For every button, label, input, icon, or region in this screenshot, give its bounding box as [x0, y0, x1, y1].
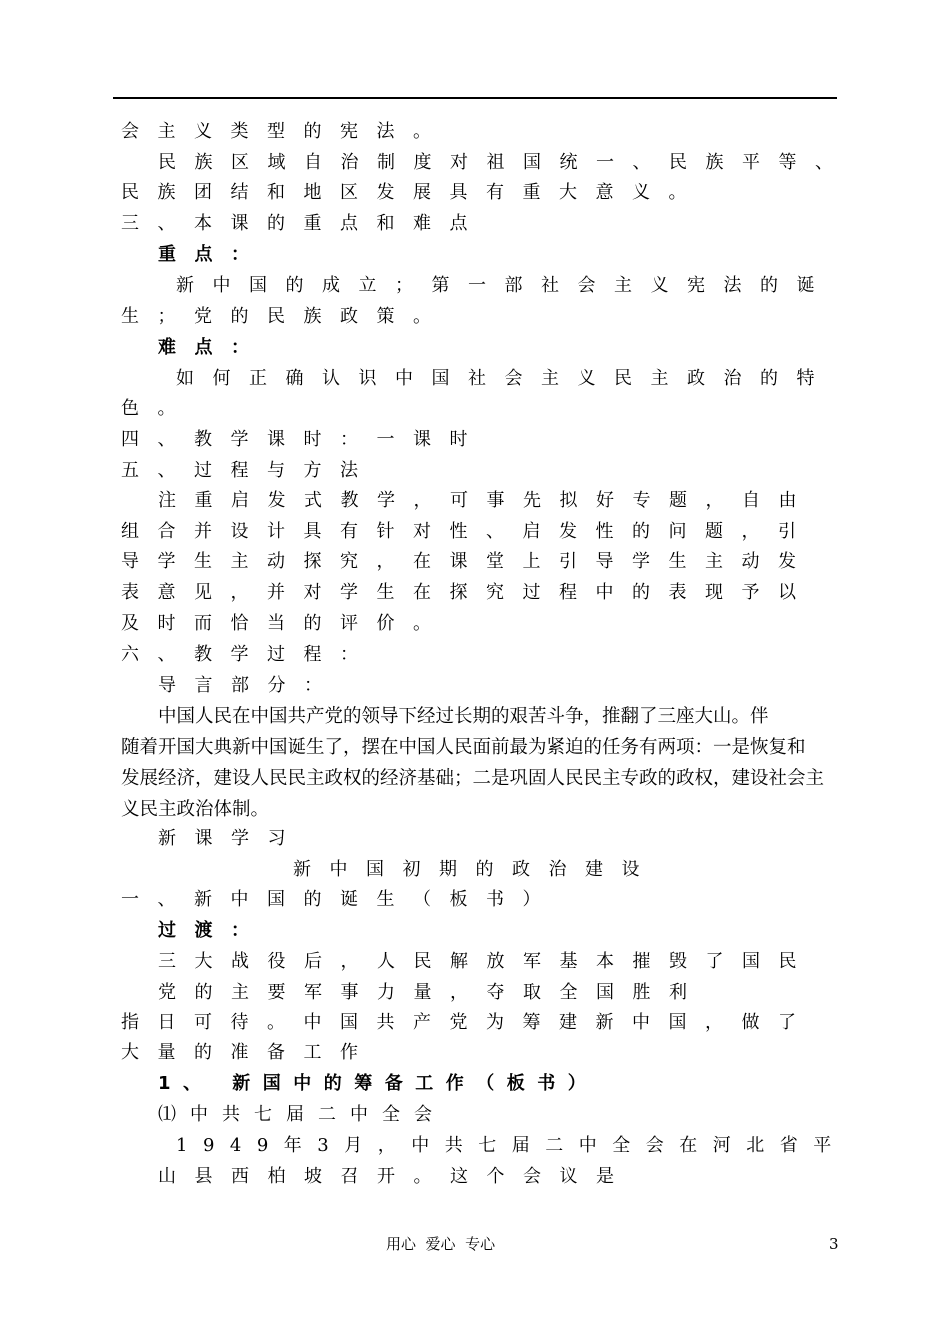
numbered-heading: 1、 新国中的筹备工作（板书） — [158, 1073, 599, 1094]
text-line: 民族团结和地区发展具有重大意义。 — [121, 182, 705, 203]
subheading-difficult-points: 难点： — [158, 337, 268, 358]
text-line: 组合并设计具有针对性、启发性的问题，引 — [121, 521, 815, 542]
text-line: 指日可待。中国共产党为筹建新中国，做了 — [121, 1012, 815, 1033]
text-line: 三大战役后，人民解放军基本摧毁了国民 — [158, 951, 815, 972]
text-line: 及时而恰当的评价。 — [121, 613, 450, 634]
section-heading: 六、教学过程： — [121, 644, 377, 665]
subheading: 导言部分： — [158, 675, 341, 696]
sub-item-heading: ⑴中共七届二中全会 — [158, 1104, 446, 1125]
paragraph-line: 中国人民在中国共产党的领导下经过长期的艰苦斗争，推翻了三座大山。伴 — [158, 706, 769, 727]
paragraph-line: 义民主政治体制。 — [121, 799, 270, 820]
text-line: 1949年3月，中共七届二中全会在河北省平 — [176, 1135, 847, 1156]
section-heading: 五、过程与方法 — [121, 460, 377, 481]
section-heading: 四、教学课时：一课时 — [121, 429, 486, 450]
page-number: 3 — [829, 1235, 839, 1253]
text-line: 表意见，并对学生在探究过程中的表现予以 — [121, 582, 815, 603]
text-line: 注重启发式教学，可事先拟好专题，自由 — [158, 490, 815, 511]
subheading-transition: 过渡： — [158, 920, 268, 941]
paragraph-line: 随着开国大典新中国诞生了，摆在中国人民面前最为紧迫的任务有两项：一是恢复和 — [121, 737, 806, 758]
text-line: 如何正确认识中国社会主义民主政治的特 — [176, 368, 833, 389]
text-line: 山县西柏坡召开。这个会议是 — [158, 1166, 633, 1187]
subheading-key-points: 重点： — [158, 244, 268, 265]
header-rule — [113, 97, 837, 99]
lesson-title: 新中国初期的政治建设 — [293, 859, 658, 880]
footer-slogan: 用心 爱心 专心 — [386, 1235, 496, 1253]
subheading: 新课学习 — [158, 828, 304, 849]
section-heading: 三、本课的重点和难点 — [121, 213, 486, 234]
text-line: 生；党的民族政策。 — [121, 306, 450, 327]
text-line: 导学生主动探究，在课堂上引导学生主动发 — [121, 551, 815, 572]
text-line: 党的主要军事力量，夺取全国胜利 — [158, 982, 706, 1003]
text-line: 新中国的成立；第一部社会主义宪法的诞 — [176, 275, 833, 296]
section-heading: 一、新中国的诞生（板书） — [121, 889, 559, 910]
text-line: 大量的准备工作 — [121, 1042, 377, 1063]
text-line: 会主义类型的宪法。 — [121, 121, 450, 142]
text-line: 色。 — [121, 398, 194, 419]
text-line: 民族区域自治制度对祖国统一、民族平等、 — [158, 152, 852, 173]
paragraph-line: 发展经济，建设人民民主政权的经济基础；二是巩固人民民主专政的政权，建设社会主 — [121, 768, 825, 789]
